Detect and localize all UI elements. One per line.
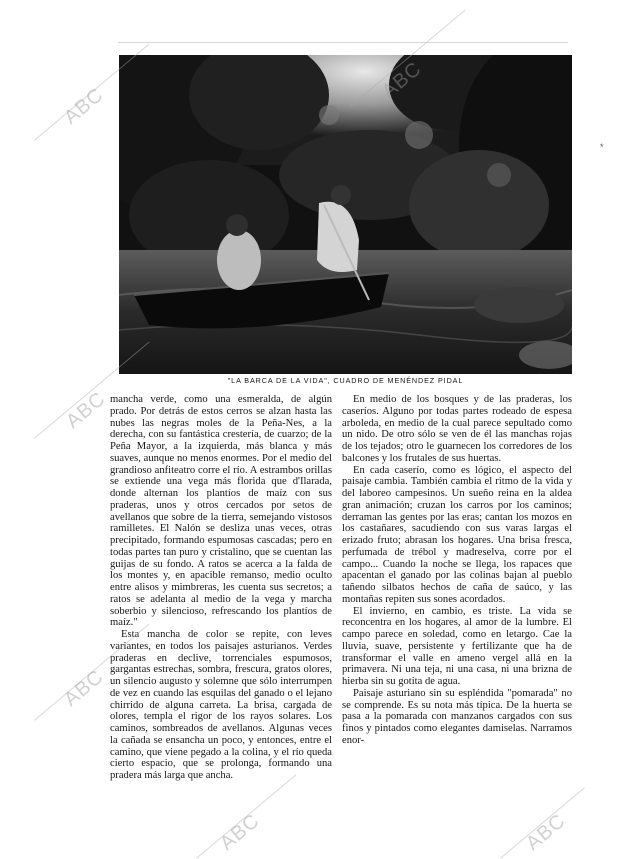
watermark-abc: ABC bbox=[378, 57, 426, 103]
page-top-rule bbox=[118, 42, 568, 43]
watermark-abc: ABC bbox=[216, 809, 264, 855]
page-mark: * bbox=[600, 142, 604, 152]
article-paragraph: Esta mancha de color se repite, con leves variantes, en todos los paisajes asturianos. Verdes praderas en declive, torrenciales espumosos, gargantas estrechas, sombra, frescura, gratos olores, un silencio augusto y solemne que sólo interrumpen de vez en cuando las esquilas del ganado o el lejano chirrido de alguna carreta. La brisa, cargada de olores, templa el rigor de los rayos solares. Los caminos, sombreados de avellanos. Algunas veces la cañada se ensancha un poco, y entonces, entre el camino, que viene pegado a la colina, y el río queda cierto espacio, que se prolonga, formando una pradera más larga que ancha. bbox=[110, 629, 332, 781]
figure-left bbox=[217, 230, 261, 290]
watermark-abc: ABC bbox=[522, 809, 570, 855]
article-paragraph: El invierno, en cambio, es triste. La vida se reconcentra en los hogares, al amor de la lumbre. El campo parece en soledad, como en letargo. Cae la lluvia, suave, persistente y fertilizante que ha de transformar el valle en ameno vergel allá en la primavera. Ni una teja, ni una casa, ni una brizna de hierba sin su gotita de agua. bbox=[342, 605, 572, 687]
photograph-image bbox=[119, 55, 572, 374]
article-paragraph: En cada caserío, como es lógico, el aspecto del paisaje cambia. También cambia el ritmo de la vida y del laboreo campesinos. Un sueño reina en la aldea gran animación; cruzan los carros por los caminos; derraman las gentes por las eras; cantan los mozos en los castañares, sacudiendo con sus varas largas el erizado fruto; abrasan los hogares. Una brisa fresca, perfumada de trébol y madreselva, corre por el campo... Cuando la noche se llega, los rapaces que apacentan el ganado por las colinas bajan al pueblo tañendo silbatos hechos de caña de saúco, y las montañas repiten sus sones acordados. bbox=[342, 464, 572, 605]
article-paragraph: En medio de los bosques y de las praderas, los caseríos. Alguno por todas partes rodeado de espesa arboleda, en medio de la cual parece sepultado como un nido. De otro sólo se ven de él las manchas rojas de los tejados; otro le guarnecen los corredores de los balcones y los frutales de sus huertas. bbox=[342, 394, 572, 464]
boat-photograph bbox=[119, 55, 572, 374]
article-paragraph: Paisaje asturiano sin su espléndida "pomarada" no se comprende. Es su nota más típica. De la huerta se pasa a la pomarada con manzanos cargados con sus finos y pintados como elegantes damiselas. Narramos enor- bbox=[342, 687, 572, 746]
article-paragraph: mancha verde, como una esmeralda, de algún prado. Por detrás de estos cerros se alzan hasta las nubes las negras moles de la Peña-Nes, a la derecha, con su fantástica crestería, de cuarzo; de la Peña Mayor, a la izquierda, más blanca y más suaves, aunque no menos enormes. Por el medio del grandioso anfiteatro corre el río. A estrambos orillas se extiende una vega más florida que d'Ilarada, donde alternan los plantíos de maíz con sus praderas, unos y otros cercados por setos de avellanos que sobre de la tierra, semejando vistosos ramilletes. El Nalón se desliza unas veces, otras precipitado, formando espumosas cascadas; pero en todas partes tan puro y cristalino, que se cuentan las guijas de su fondo. A ratos se acerca a la falda de los montes y, en apacible remanso, medio oculto entre alisos y mimbreras, les cuenta sus secretos; a ratos se adelanta al medio de la vega y marcha soberbio y silencioso, refrescando los plantíos de maíz." bbox=[110, 394, 332, 629]
photo-caption: "LA BARCA DE LA VIDA", CUADRO DE MENÉNDEZ PIDAL bbox=[227, 376, 464, 385]
watermark-abc: ABC bbox=[62, 387, 110, 433]
watermark-line bbox=[500, 787, 585, 858]
watermark-line bbox=[196, 774, 296, 858]
watermark-abc: ABC bbox=[60, 665, 108, 711]
watermark-abc: ABC bbox=[60, 83, 108, 129]
article-column-left bbox=[110, 394, 332, 782]
article-column-right bbox=[342, 394, 572, 747]
